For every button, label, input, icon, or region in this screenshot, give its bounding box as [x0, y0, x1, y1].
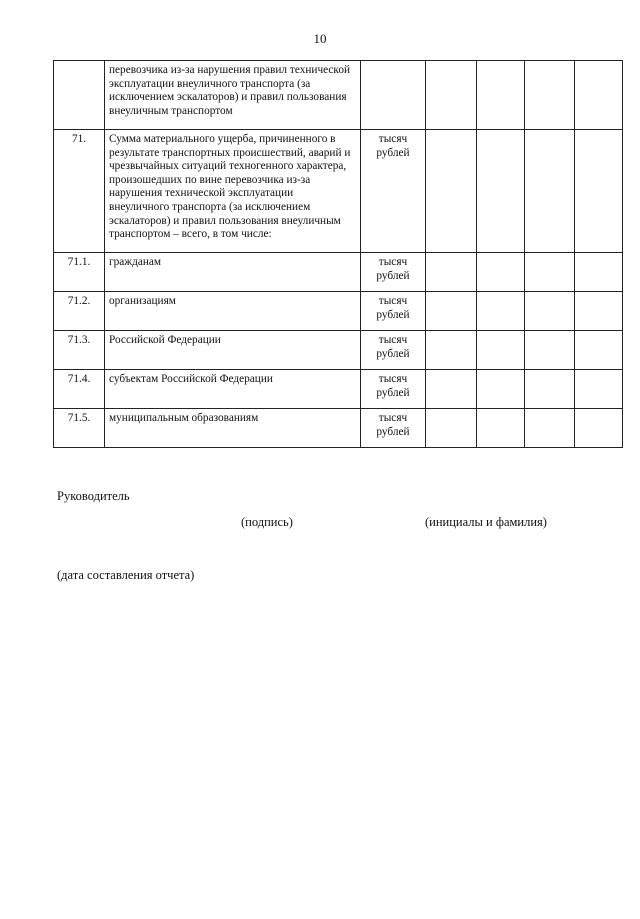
value-cell [426, 292, 477, 331]
page-number: 10 [313, 31, 327, 46]
date-label: (дата составления отчета) [57, 568, 195, 582]
value-cell [525, 253, 575, 292]
value-cell [575, 253, 623, 292]
row-number: 71.4. [54, 370, 105, 409]
value-cell [575, 292, 623, 331]
table-row [54, 409, 623, 448]
row-unit: тысяч рублей [361, 409, 426, 448]
report-table [53, 60, 623, 448]
value-cell [477, 253, 525, 292]
row-description: Сумма материального ущерба, причиненного в результате транспортных происшествий, аварий и чрезвычайных ситуаций техногенного характера, произошедших по вине перевозчика из-за нарушения технической эксплуатации внеуличного транспорта (за исключением эскалаторов) и правил пользования внеуличным транспортом – всего, в том числе: [105, 130, 361, 253]
row-number [54, 61, 105, 130]
value-cell [426, 61, 477, 130]
value-cell [477, 61, 525, 130]
value-cell [525, 370, 575, 409]
value-cell [525, 331, 575, 370]
row-number: 71.2. [54, 292, 105, 331]
value-cell [477, 130, 525, 253]
signature-label: (подпись) [241, 515, 293, 529]
value-cell [426, 370, 477, 409]
value-cell [477, 370, 525, 409]
value-cell [525, 130, 575, 253]
row-unit: тысяч рублей [361, 130, 426, 253]
value-cell [525, 292, 575, 331]
row-unit: тысяч рублей [361, 292, 426, 331]
value-cell [575, 331, 623, 370]
value-cell [477, 409, 525, 448]
row-unit: тысяч рублей [361, 253, 426, 292]
value-cell [426, 253, 477, 292]
head-label: Руководитель [57, 489, 130, 503]
initials-label: (инициалы и фамилия) [425, 515, 547, 529]
row-number: 71.5. [54, 409, 105, 448]
row-unit: тысяч рублей [361, 331, 426, 370]
row-unit [361, 61, 426, 130]
value-cell [525, 409, 575, 448]
value-cell [575, 61, 623, 130]
table-row [54, 292, 623, 331]
value-cell [575, 409, 623, 448]
row-description: субъектам Российской Федерации [105, 370, 361, 409]
row-description: муниципальным образованиям [105, 409, 361, 448]
row-description: организациям [105, 292, 361, 331]
table-row [54, 331, 623, 370]
row-number: 71.1. [54, 253, 105, 292]
table-row [54, 61, 623, 130]
row-number: 71.3. [54, 331, 105, 370]
row-unit: тысяч рублей [361, 370, 426, 409]
value-cell [477, 292, 525, 331]
table-row [54, 370, 623, 409]
table-row [54, 253, 623, 292]
row-description: гражданам [105, 253, 361, 292]
value-cell [575, 130, 623, 253]
row-number: 71. [54, 130, 105, 253]
value-cell [575, 370, 623, 409]
table-row [54, 130, 623, 253]
value-cell [477, 331, 525, 370]
row-description: Российской Федерации [105, 331, 361, 370]
value-cell [525, 61, 575, 130]
row-description: перевозчика из-за нарушения правил технической эксплуатации внеуличного транспорта (за исключением эскалаторов) и правил пользования внеуличным транспортом [105, 61, 361, 130]
value-cell [426, 130, 477, 253]
value-cell [426, 331, 477, 370]
value-cell [426, 409, 477, 448]
